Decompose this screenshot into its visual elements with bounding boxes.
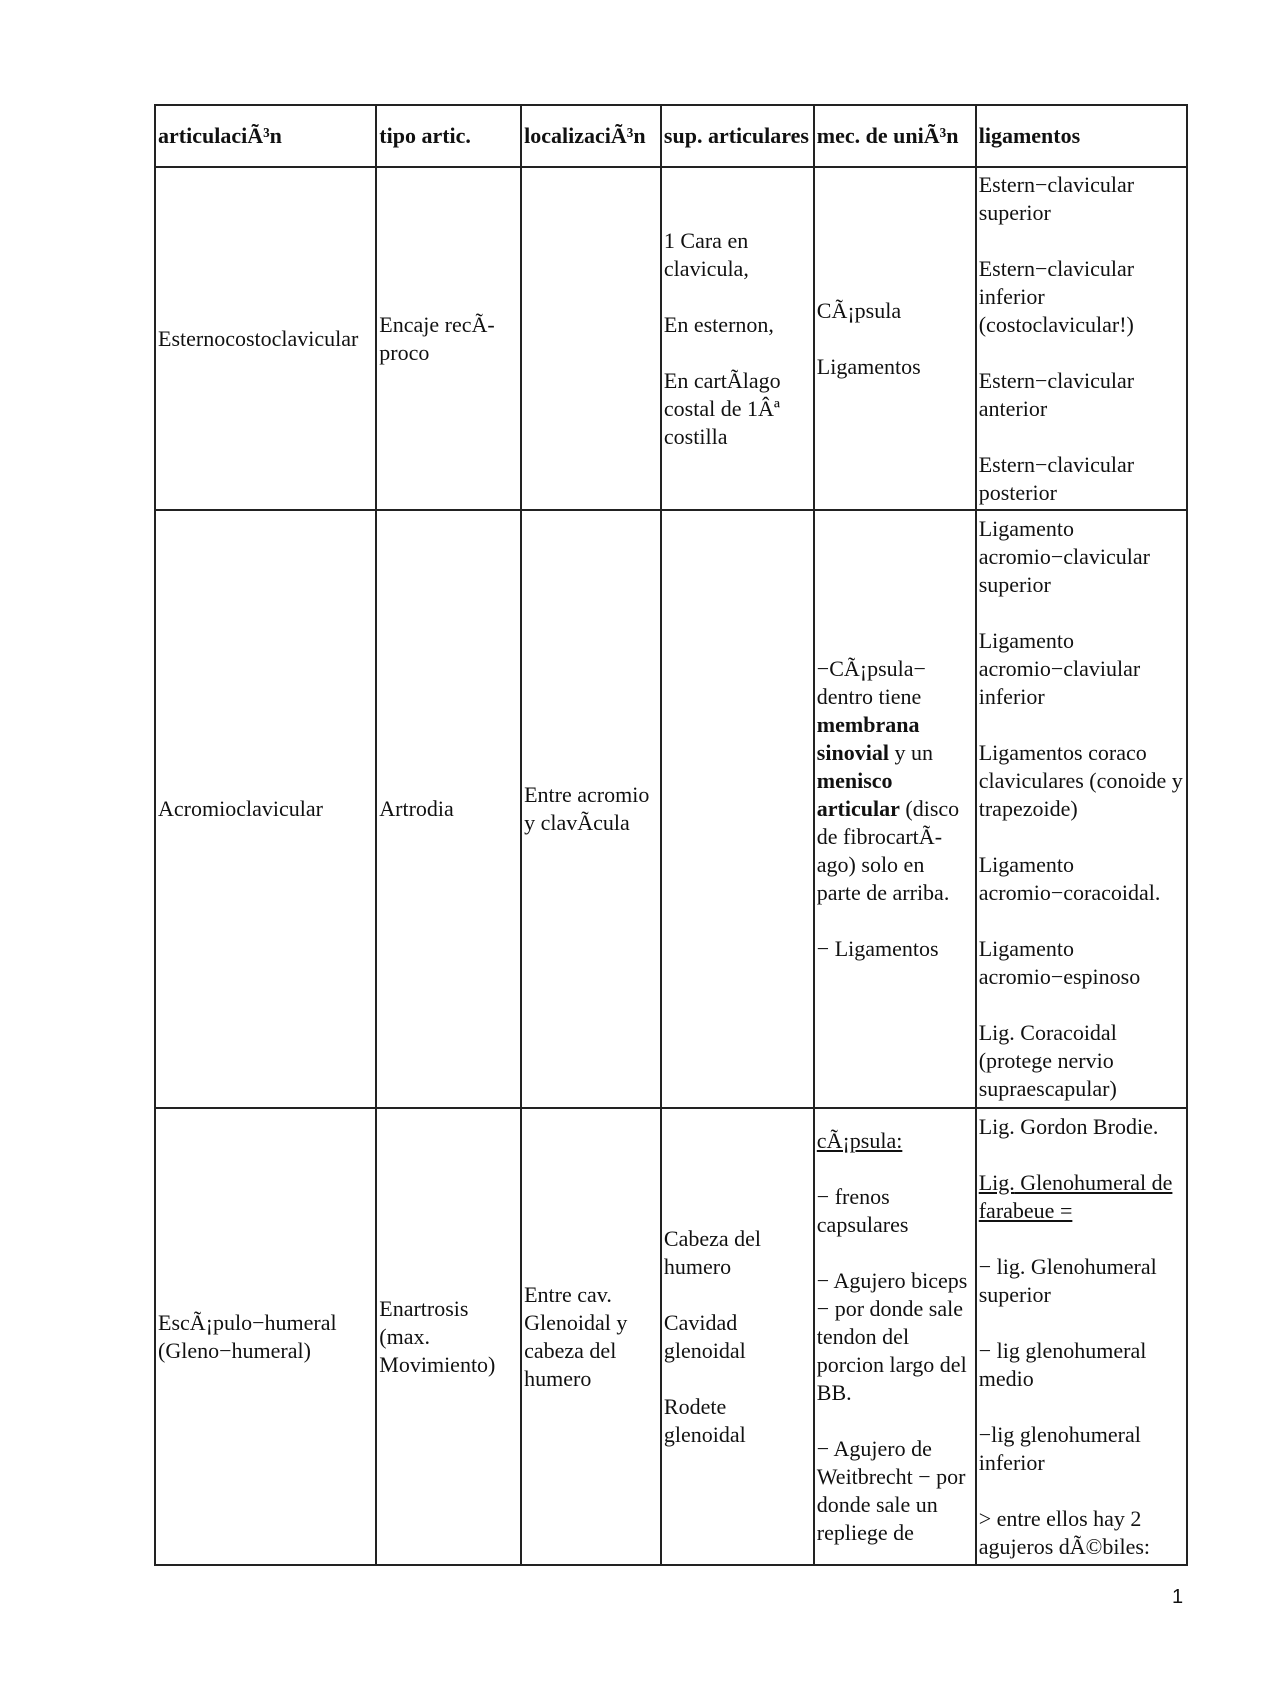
mecanismo-paragraph: [817, 655, 973, 907]
superficie-item: 1 Cara en clavicula,: [663, 227, 749, 281]
header-tipo: tipo artic.: [376, 105, 521, 167]
ligamento-item: Lig. Coracoidal (protege nervio supraescapular): [978, 1020, 1117, 1101]
cell-superficies: [661, 1108, 814, 1565]
joints-table: [154, 104, 1188, 1566]
header-mecanismo: mec. de uniÃ³n: [814, 105, 976, 167]
cell-superficies: [661, 167, 814, 510]
mecanismo-item: Ligamentos: [816, 353, 921, 379]
ligamento-underlined: Glenohumeral de farabeue =: [978, 1169, 1173, 1223]
cell-superficies: [661, 510, 814, 1108]
table-row: [155, 510, 1187, 1108]
mecanismo-text: y un: [888, 740, 933, 765]
ligamento-item: − lig glenohumeral medio: [978, 1337, 1147, 1391]
ligamento-item: −lig glenohumeral inferior: [978, 1421, 1141, 1475]
cell-localizacion: Entre cav. Glenoidal y cabeza del humero: [521, 1108, 661, 1565]
mecanismo-item: − Agujero biceps − por donde sale tendon del porcion largo del BB.: [816, 1267, 968, 1405]
ligamento-item: Estern−clavicular inferior (costoclavicular!): [978, 255, 1135, 337]
mecanismo-item: CÃ¡psula: [816, 297, 902, 323]
table-row: [155, 1108, 1187, 1565]
header-superficies: sup. articulares: [661, 105, 814, 167]
cell-localizacion: Entre acromio y clavÃcula: [521, 510, 661, 1108]
mecanismo-text: −CÃ¡psula− dentro tiene: [816, 656, 926, 709]
mecanismo-text: (disco de fibrocartÃago) solo en parte de arriba.: [816, 796, 960, 905]
superficie-item: Cavidad glenoidal: [663, 1309, 746, 1363]
mecanismo-item: − Ligamentos: [816, 936, 939, 961]
cell-ligamentos: [976, 167, 1187, 510]
ligamento-item: Ligamento acromio−claviular inferior: [978, 628, 1141, 709]
ligamento-item: Ligamento acromio−espinoso: [978, 936, 1141, 989]
ligamento-underlined: Lig.: [978, 1169, 1015, 1195]
page-number: 1: [1172, 1586, 1184, 1608]
cell-ligamentos: [976, 1108, 1187, 1565]
cell-localizacion: [521, 167, 661, 510]
superficie-item: Cabeza del humero: [663, 1225, 762, 1279]
cell-articulacion: Acromioclavicular: [155, 510, 376, 1108]
cell-tipo: Enartrosis (max. Movimiento): [376, 1108, 521, 1565]
cell-mecanismo: [814, 167, 976, 510]
header-ligamentos: ligamentos: [976, 105, 1187, 167]
header-localizacion: localizaciÃ³n: [521, 105, 661, 167]
superficie-item: Rodete glenoidal: [663, 1393, 746, 1447]
cell-mecanismo: [814, 510, 976, 1108]
ligamento-item: − lig. Glenohumeral superior: [978, 1253, 1157, 1307]
cell-mecanismo: [814, 1108, 976, 1565]
cell-articulacion: EscÃ¡pulo−humeral (Gleno−humeral): [155, 1108, 376, 1565]
ligamento-item: Estern−clavicular posterior: [978, 451, 1135, 505]
cell-articulacion: Esternocostoclavicular: [155, 167, 376, 510]
cell-tipo: Encaje recÃproco: [376, 167, 521, 510]
ligamento-item: Estern−clavicular superior: [978, 171, 1135, 225]
ligamento-item: Ligamento acromio−coracoidal.: [978, 852, 1161, 905]
mecanismo-item: − frenos capsulares: [816, 1183, 909, 1237]
cell-tipo: Artrodia: [376, 510, 521, 1108]
table-row: [155, 167, 1187, 510]
ligamento-farabeuf: [979, 1169, 1184, 1225]
cell-ligamentos: [976, 510, 1187, 1108]
superficie-item: En esternon,: [663, 311, 774, 337]
header-articulacion: articulaciÃ³n: [155, 105, 376, 167]
mecanismo-title: cÃ¡psula:: [816, 1127, 903, 1153]
ligamento-item: Ligamentos coraco claviculares (conoide y trapezoide): [978, 740, 1183, 821]
ligamento-item: Ligamento acromio−clavicular superior: [978, 516, 1150, 597]
ligamento-item: Lig. Gordon Brodie.: [978, 1113, 1159, 1139]
mecanismo-bold: menisco articular: [816, 768, 900, 821]
mecanismo-bold: membrana sinovial: [816, 712, 920, 765]
mecanismo-item: − Agujero de Weitbrecht − por donde sale un repliege de: [816, 1435, 966, 1545]
ligamento-item: Estern−clavicular anterior: [978, 367, 1135, 421]
superficie-item: En cartÃlago costal de 1Âª costilla: [663, 367, 781, 449]
table-header-row: [155, 105, 1187, 167]
ligamento-item: > entre ellos hay 2 agujeros dÃ©biles:: [978, 1505, 1151, 1559]
